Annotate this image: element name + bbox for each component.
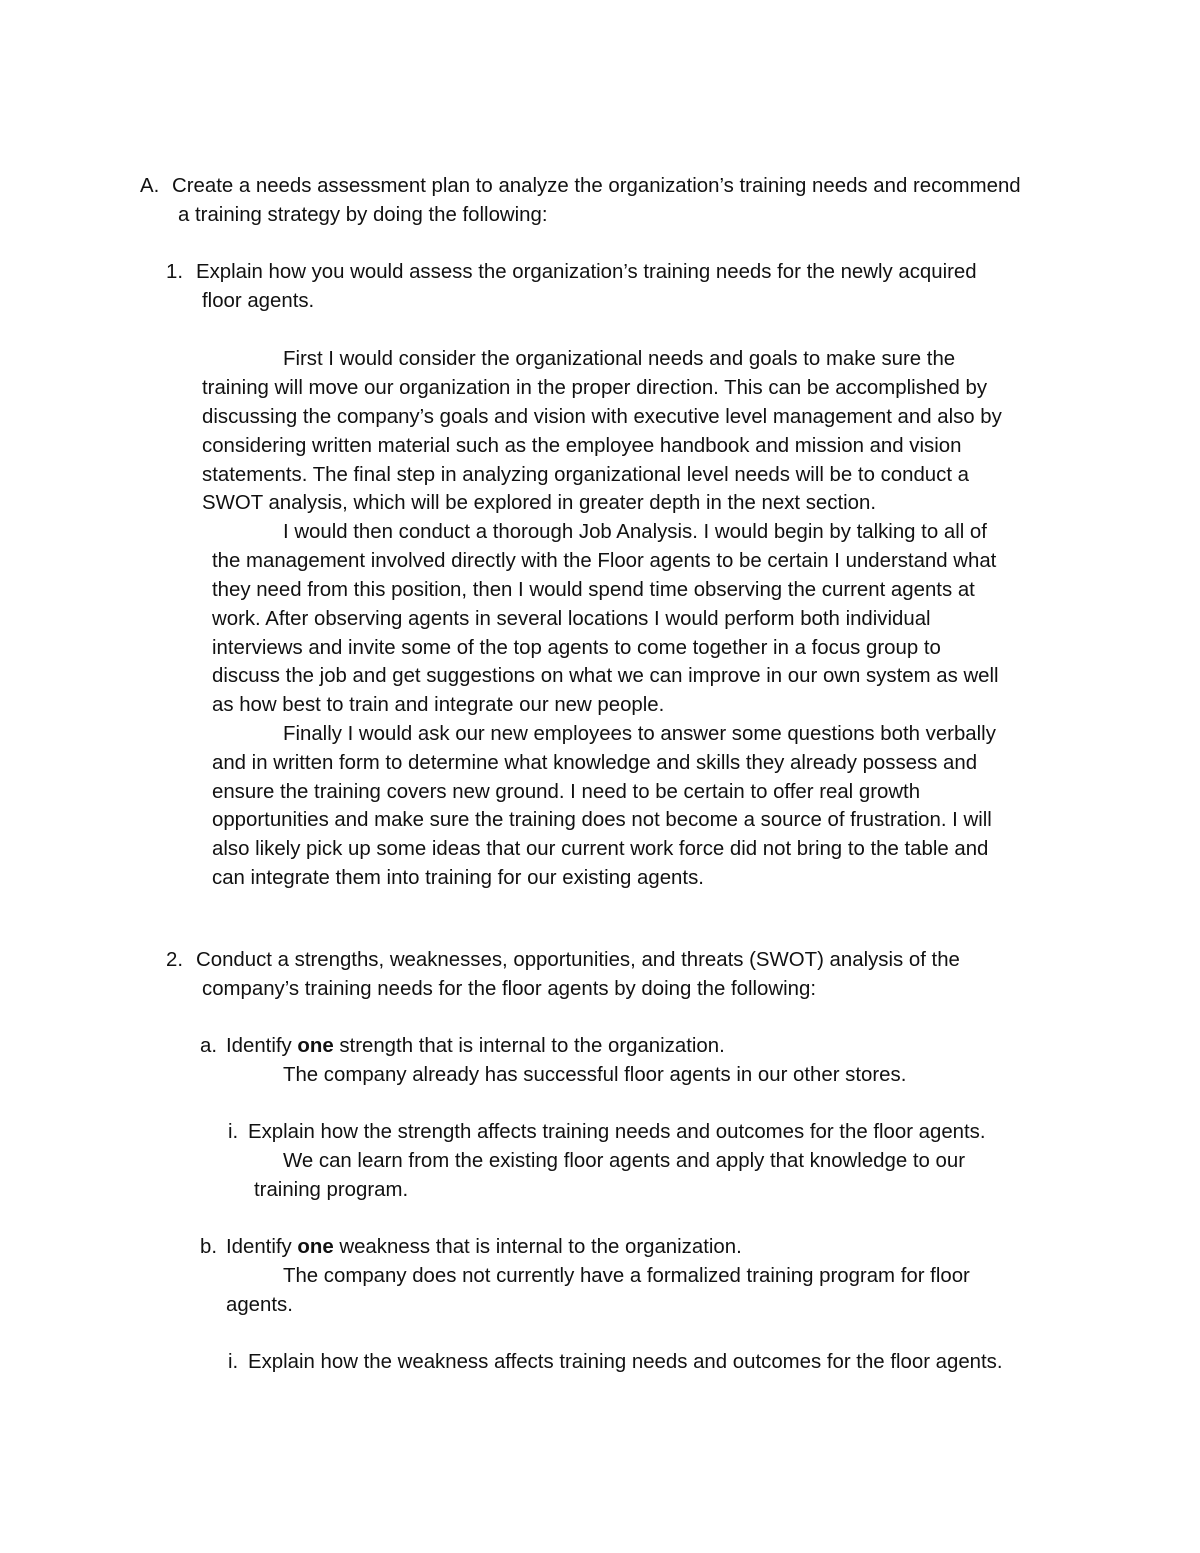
answer-1-p3-line-4: opportunities and make sure the training does not become a source of frustration. I will [212, 809, 992, 831]
answer-1-p3-line-6: can integrate them into training for our existing agents. [212, 867, 704, 889]
item-b-emphasis: one [297, 1236, 334, 1258]
answer-1-p2-line-2: the management involved directly with the Floor agents to be certain I understand what [212, 550, 997, 572]
item-a-i-answer-line-2: training program. [254, 1179, 409, 1201]
item-1-line-2: floor agents. [202, 290, 315, 312]
answer-1-p3-line-3: ensure the training covers new ground. I need to be certain to offer real growth [212, 781, 921, 803]
answer-1-p2-line-6: discuss the job and get suggestions on what we can improve in our own system as well [212, 665, 999, 687]
item-b-answer-line-2: agents. [226, 1294, 293, 1316]
item-a-post: strength that is internal to the organization. [333, 1035, 725, 1057]
item-a-text [226, 1032, 725, 1061]
item-1-marker: 1. [166, 261, 184, 283]
item-a-i-answer-line-1: We can learn from the existing floor agents and apply that knowledge to our [283, 1150, 965, 1172]
answer-1-p2-line-7: as how best to train and integrate our new people. [212, 694, 665, 716]
answer-1-p2-line-5: interviews and invite some of the top agents to come together in a focus group to [212, 637, 941, 659]
item-b-post: weakness that is internal to the organization. [333, 1236, 742, 1258]
answer-1-p3-line-1: Finally I would ask our new employees to answer some questions both verbally [283, 723, 996, 745]
answer-1-p3-line-2: and in written form to determine what knowledge and skills they already possess and [212, 752, 978, 774]
item-b-i-marker: i. [228, 1351, 239, 1373]
item-2-line-1: Conduct a strengths, weaknesses, opportunities, and threats (SWOT) analysis of the [196, 949, 960, 971]
answer-1-p2-line-3: they need from this position, then I would spend time observing the current agents at [212, 579, 975, 601]
answer-1-p1-line-4: considering written material such as the employee handbook and mission and vision [202, 435, 962, 457]
answer-1-p2-line-1: I would then conduct a thorough Job Analysis. I would begin by talking to all of [283, 521, 987, 543]
item-a-marker: a. [200, 1035, 218, 1057]
answer-1-p1-line-3: discussing the company’s goals and vision with executive level management and also by [202, 406, 1002, 428]
answer-1-p1-line-5: statements. The final step in analyzing organizational level needs will be to conduct a [202, 464, 969, 486]
item-b-pre: Identify [226, 1236, 298, 1258]
item-b-marker: b. [200, 1236, 218, 1258]
answer-1-p1-line-1: First I would consider the organizational needs and goals to make sure the [283, 348, 956, 370]
section-a-line-1: Create a needs assessment plan to analyze the organization’s training needs and recommend [172, 175, 1021, 197]
item-a-answer: The company already has successful floor agents in our other stores. [283, 1064, 907, 1086]
item-2-marker: 2. [166, 949, 184, 971]
item-1-line-1: Explain how you would assess the organization’s training needs for the newly acquired [196, 261, 977, 283]
item-a-i-marker: i. [228, 1121, 239, 1143]
item-2-line-2: company’s training needs for the floor agents by doing the following: [202, 978, 816, 1000]
answer-1-p2-line-4: work. After observing agents in several locations I would perform both individual [212, 608, 931, 630]
item-b-text [226, 1233, 742, 1262]
item-a-pre: Identify [226, 1035, 298, 1057]
item-b-answer-line-1: The company does not currently have a formalized training program for floor [283, 1265, 970, 1287]
item-b-i-text: Explain how the weakness affects training needs and outcomes for the floor agents. [248, 1351, 1003, 1373]
answer-1-p1-line-6: SWOT analysis, which will be explored in greater depth in the next section. [202, 492, 876, 514]
section-a-line-2: a training strategy by doing the following: [178, 204, 548, 226]
section-a-marker: A. [140, 175, 160, 197]
answer-1-p3-line-5: also likely pick up some ideas that our current work force did not bring to the table and [212, 838, 989, 860]
item-a-emphasis: one [297, 1035, 334, 1057]
item-a-i-text: Explain how the strength affects training needs and outcomes for the floor agents. [248, 1121, 986, 1143]
answer-1-p1-line-2: training will move our organization in the proper direction. This can be accomplished by [202, 377, 988, 399]
